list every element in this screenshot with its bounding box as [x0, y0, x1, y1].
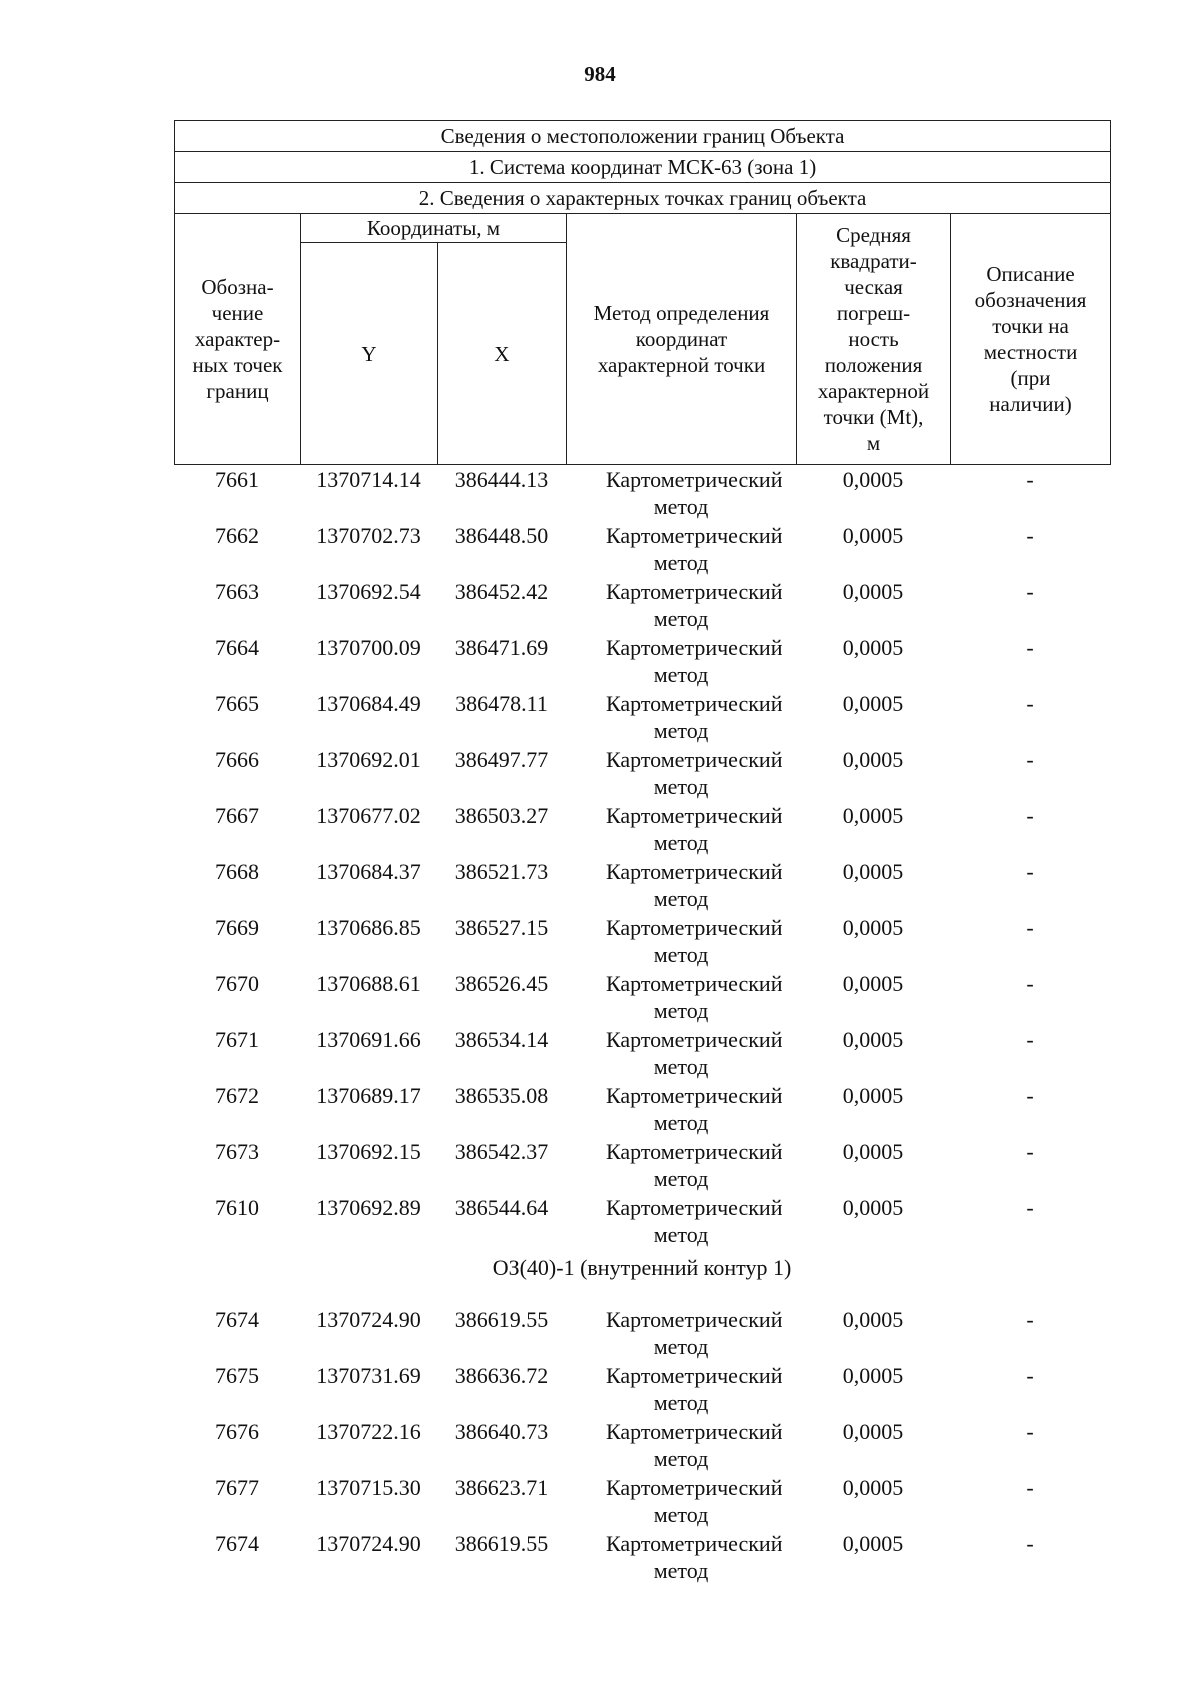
coord-x-cell: 386448.50 [454, 523, 549, 548]
description-cell: - [1026, 971, 1034, 996]
point-id-cell: 7667 [215, 803, 259, 828]
table-row [174, 1418, 1110, 1474]
page-number: 984 [584, 62, 616, 86]
coord-x-cell: 386619.55 [454, 1531, 549, 1556]
point-id-cell: 7674 [215, 1307, 259, 1332]
table-row [174, 970, 1110, 1026]
table-row [174, 802, 1110, 858]
error-cell: 0,0005 [842, 1083, 904, 1108]
section-row [174, 1250, 1110, 1306]
error-cell: 0,0005 [842, 467, 904, 492]
error-cell: 0,0005 [842, 1139, 904, 1164]
table-row [174, 1474, 1110, 1530]
error-cell: 0,0005 [842, 859, 904, 884]
table-row [174, 1194, 1110, 1250]
coord-y-cell: 1370684.37 [316, 859, 421, 884]
method-cell: Картометрический метод [606, 1083, 783, 1135]
description-cell: - [1026, 1027, 1034, 1052]
coord-x-cell: 386471.69 [454, 635, 549, 660]
error-cell: 0,0005 [842, 1531, 904, 1556]
point-id-cell: 7672 [215, 1083, 259, 1108]
coord-x-cell: 386503.27 [454, 803, 549, 828]
coord-x-cell: 386623.71 [454, 1475, 549, 1500]
method-cell: Картометрический метод [606, 747, 783, 799]
coord-x-cell: 386535.08 [454, 1083, 549, 1108]
point-id-cell: 7661 [215, 467, 259, 492]
point-id-cell: 7677 [215, 1475, 259, 1500]
method-cell: Картометрический метод [606, 691, 783, 743]
description-cell: - [1026, 1195, 1034, 1220]
coord-y-cell: 1370731.69 [316, 1363, 421, 1388]
error-cell: 0,0005 [842, 803, 904, 828]
error-cell: 0,0005 [842, 747, 904, 772]
coord-y-cell: 1370684.49 [316, 691, 421, 716]
table-row [174, 914, 1110, 970]
table-row [174, 858, 1110, 914]
coord-x-cell: 386542.37 [454, 1139, 549, 1164]
header-title: Сведения о местоположении границ Объекта [175, 121, 1111, 152]
coord-y-cell: 1370724.90 [316, 1531, 421, 1556]
col-x-header: X [438, 243, 567, 465]
description-cell: - [1026, 1531, 1034, 1556]
coord-y-cell: 1370686.85 [316, 915, 421, 940]
error-cell: 0,0005 [842, 1307, 904, 1332]
point-id-cell: 7668 [215, 859, 259, 884]
method-cell: Картометрический метод [606, 1139, 783, 1191]
coordinate-system: 1. Система координат МСК-63 (зона 1) [175, 152, 1111, 183]
description-cell: - [1026, 1083, 1034, 1108]
table-row [174, 1306, 1110, 1362]
points-table [174, 466, 1110, 1586]
point-id-cell: 7675 [215, 1363, 259, 1388]
error-cell: 0,0005 [842, 1363, 904, 1388]
coord-y-cell: 1370724.90 [316, 1307, 421, 1332]
table-row [174, 1362, 1110, 1418]
method-cell: Картометрический метод [606, 1195, 783, 1247]
table-row [174, 1138, 1110, 1194]
col-error-header: Средняя квадрати- ческая погреш- ность положения характерной точки (Mt), м [797, 214, 951, 465]
error-cell: 0,0005 [842, 915, 904, 940]
coord-y-cell: 1370722.16 [316, 1419, 421, 1444]
point-id-cell: 7664 [215, 635, 259, 660]
description-cell: - [1026, 523, 1034, 548]
error-cell: 0,0005 [842, 1419, 904, 1444]
table-row [174, 690, 1110, 746]
table-row [174, 578, 1110, 634]
coord-x-cell: 386521.73 [454, 859, 549, 884]
table-row [174, 634, 1110, 690]
point-id-cell: 7673 [215, 1139, 259, 1164]
point-id-cell: 7663 [215, 579, 259, 604]
coord-x-cell: 386527.15 [454, 915, 549, 940]
point-id-cell: 7671 [215, 1027, 259, 1052]
coord-x-cell: 386534.14 [454, 1027, 549, 1052]
col-description-header: Описание обозначения точки на местности (при наличии) [951, 214, 1111, 465]
table-row [174, 1026, 1110, 1082]
method-cell: Картометрический метод [606, 1307, 783, 1359]
coord-y-cell: 1370677.02 [316, 803, 421, 828]
error-cell: 0,0005 [842, 1475, 904, 1500]
method-cell: Картометрический метод [606, 523, 783, 575]
col-y-header: Y [301, 243, 438, 465]
error-cell: 0,0005 [842, 523, 904, 548]
description-cell: - [1026, 747, 1034, 772]
point-id-cell: 7666 [215, 747, 259, 772]
coord-x-cell: 386444.13 [454, 467, 549, 492]
point-id-cell: 7662 [215, 523, 259, 548]
coord-x-cell: 386452.42 [454, 579, 549, 604]
error-cell: 0,0005 [842, 635, 904, 660]
method-cell: Картометрический метод [606, 1419, 783, 1471]
point-id-cell: 7670 [215, 971, 259, 996]
description-cell: - [1026, 915, 1034, 940]
method-cell: Картометрический метод [606, 1475, 783, 1527]
method-cell: Картометрический метод [606, 859, 783, 911]
point-id-cell: 7674 [215, 1531, 259, 1556]
coord-y-cell: 1370691.66 [316, 1027, 421, 1052]
section-label: ОЗ(40)-1 (внутренний контур 1) [492, 1255, 792, 1280]
table-row [174, 522, 1110, 578]
header-table [174, 120, 1111, 465]
coord-x-cell: 386636.72 [454, 1363, 549, 1388]
table-row [174, 1530, 1110, 1586]
description-cell: - [1026, 635, 1034, 660]
coord-y-cell: 1370702.73 [316, 523, 421, 548]
point-id-cell: 7610 [215, 1195, 259, 1220]
description-cell: - [1026, 859, 1034, 884]
coord-x-cell: 386619.55 [454, 1307, 549, 1332]
description-cell: - [1026, 1475, 1034, 1500]
coord-y-cell: 1370700.09 [316, 635, 421, 660]
method-cell: Картометрический метод [606, 915, 783, 967]
coord-y-cell: 1370692.89 [316, 1195, 421, 1220]
coord-y-cell: 1370692.54 [316, 579, 421, 604]
col-designation-header: Обозна- чение характер- ных точек границ [175, 214, 301, 465]
description-cell: - [1026, 803, 1034, 828]
method-cell: Картометрический метод [606, 579, 783, 631]
table-row [174, 466, 1110, 522]
coord-y-cell: 1370689.17 [316, 1083, 421, 1108]
description-cell: - [1026, 691, 1034, 716]
description-cell: - [1026, 1139, 1034, 1164]
table-row [174, 746, 1110, 802]
method-cell: Картометрический метод [606, 467, 783, 519]
method-cell: Картометрический метод [606, 1027, 783, 1079]
coord-x-cell: 386640.73 [454, 1419, 549, 1444]
point-id-cell: 7665 [215, 691, 259, 716]
points-title: 2. Сведения о характерных точках границ объекта [175, 183, 1111, 214]
coord-y-cell: 1370692.15 [316, 1139, 421, 1164]
coord-y-cell: 1370692.01 [316, 747, 421, 772]
coord-y-cell: 1370688.61 [316, 971, 421, 996]
error-cell: 0,0005 [842, 971, 904, 996]
coord-x-cell: 386526.45 [454, 971, 549, 996]
col-method-header: Метод определения координат характерной точки [567, 214, 797, 465]
coord-x-cell: 386497.77 [454, 747, 549, 772]
error-cell: 0,0005 [842, 1027, 904, 1052]
method-cell: Картометрический метод [606, 1363, 783, 1415]
method-cell: Картометрический метод [606, 971, 783, 1023]
description-cell: - [1026, 1307, 1034, 1332]
description-cell: - [1026, 1363, 1034, 1388]
point-id-cell: 7669 [215, 915, 259, 940]
coord-x-cell: 386478.11 [455, 691, 548, 716]
error-cell: 0,0005 [842, 579, 904, 604]
coord-y-cell: 1370714.14 [316, 467, 421, 492]
method-cell: Картометрический метод [606, 635, 783, 687]
description-cell: - [1026, 579, 1034, 604]
description-cell: - [1026, 1419, 1034, 1444]
table-row [174, 1082, 1110, 1138]
coord-x-cell: 386544.64 [454, 1195, 549, 1220]
error-cell: 0,0005 [842, 691, 904, 716]
method-cell: Картометрический метод [606, 1531, 783, 1583]
method-cell: Картометрический метод [606, 803, 783, 855]
col-coordinates-header: Координаты, м [301, 214, 567, 243]
description-cell: - [1026, 467, 1034, 492]
point-id-cell: 7676 [215, 1419, 259, 1444]
error-cell: 0,0005 [842, 1195, 904, 1220]
coord-y-cell: 1370715.30 [316, 1475, 421, 1500]
